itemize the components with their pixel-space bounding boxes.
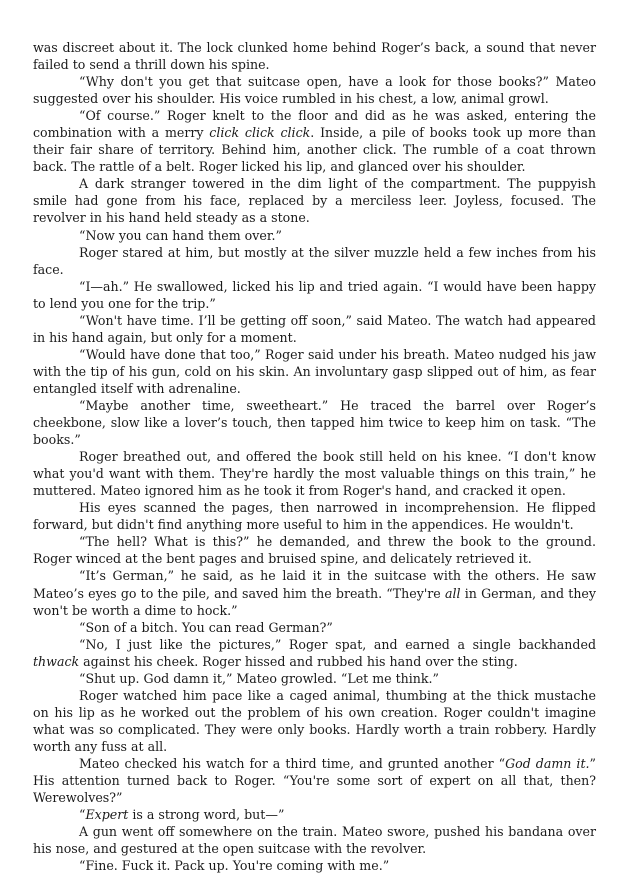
text-run: in German, and they won't be worth a dime to hock.” bbox=[33, 585, 596, 618]
paragraph bbox=[33, 533, 596, 567]
italic-text: click click click bbox=[209, 125, 311, 141]
paragraph bbox=[33, 107, 596, 175]
text-run: “No, I just like the pictures,” Roger spat, and earned a single backhanded bbox=[79, 636, 596, 652]
text-run: “Won't have time. I’ll be getting off soon,” said Mateo. The watch had appeared in his hand again, but only for a moment. bbox=[33, 312, 596, 345]
italic-text: thwack bbox=[33, 653, 80, 669]
text-run: “It’s German,” he said, as he laid it in the suitcase with the others. He saw Mateo’s eyes go to the pile, and saved him the breath. “They're bbox=[33, 568, 596, 601]
text-run: “The hell? What is this?” he demanded, and threw the book to the ground. Roger winced at the bent pages and bruised spine, and delicately retrieved it. bbox=[33, 534, 596, 567]
text-run: “I—ah.” He swallowed, licked his lip and tried again. “I would have been happy to lend you one for the trip.” bbox=[33, 278, 596, 311]
text-run: “Shut up. God damn it,” Mateo growled. “Let me think.” bbox=[79, 670, 439, 686]
text-run: “ bbox=[79, 807, 86, 823]
paragraph bbox=[33, 636, 596, 670]
paragraph bbox=[33, 567, 596, 618]
text-run: “Why don't you get that suitcase open, have a look for those books?” Mateo suggested over his shoulder. His voice rumbled in his chest, a low, animal growl. bbox=[33, 74, 596, 107]
text-run: against his cheek. Roger hissed and rubbed his hand over the sting. bbox=[79, 653, 518, 669]
text-run: “Of course.” Roger knelt to the floor and did as he was asked, entering the combination with a merry bbox=[33, 108, 596, 141]
paragraph bbox=[33, 397, 596, 448]
text-run: “Maybe another time, sweetheart.” He traced the barrel over Roger’s cheekbone, slow like a lover’s touch, then tapped him twice to keep him on task. “The books.” bbox=[33, 397, 596, 448]
text-run: . Inside, a pile of books took up more than their fair share of territory. Behind him, another click. The rumble of a coat thrown back. The rattle of a belt. Roger licked his lip, and glanced over his shoulder. bbox=[33, 125, 597, 175]
text-run: Roger watched him pace like a caged animal, thumbing at the thick mustache on his lip as he worked out the problem of his own creation. Roger couldn't imagine what was so complicated. They were only books. Hardly worth a train robbery. Hardly worth any fuss at all. bbox=[33, 687, 596, 754]
paragraph bbox=[33, 619, 596, 636]
paragraph bbox=[33, 823, 596, 857]
paragraph bbox=[33, 448, 596, 499]
text-run: “Son of a bitch. You can read German?” bbox=[79, 619, 333, 635]
text-run: Roger breathed out, and offered the book still held on his knee. “I don't know what you'd want with them. They're hardly the most valuable things on this train,” he muttered. Mateo ignored him as he took it from Roger's hand, and cracked it open. bbox=[33, 449, 596, 499]
paragraph bbox=[33, 670, 596, 687]
text-run: A dark stranger towered in the dim light of the compartment. The puppyish smile had gone from his face, replaced by a merciless leer. Joyless, focused. The revolver in his hand held steady as a stone. bbox=[33, 176, 596, 226]
paragraph bbox=[33, 278, 596, 312]
text-run: “Would have done that too,” Roger said under his breath. Mateo nudged his jaw with the tip of his gun, cold on his skin. An involuntary gasp slipped out of him, as fear entangled itself with adrenaline. bbox=[33, 346, 596, 396]
text-run: was discreet about it. The lock clunked home behind Roger’s back, a sound that never failed to send a thrill down his spine. bbox=[33, 40, 596, 73]
paragraph bbox=[33, 857, 596, 874]
text-run: His eyes scanned the pages, then narrowed in incomprehension. He flipped forward, but didn't find anything more useful to him in the appendices. He wouldn't. bbox=[33, 500, 596, 533]
text-run: is a strong word, but—” bbox=[128, 807, 285, 823]
paragraph bbox=[33, 346, 596, 397]
italic-text: all bbox=[444, 585, 461, 601]
italic-text: Expert bbox=[85, 807, 129, 823]
text-run: ” His attention turned back to Roger. “You're some sort of expert on all that, then? Werewolves?” bbox=[33, 755, 596, 806]
text-run: “Now you can hand them over.” bbox=[79, 227, 282, 243]
paragraph bbox=[33, 73, 596, 107]
paragraph bbox=[33, 499, 596, 533]
paragraph bbox=[33, 39, 596, 73]
text-run: “Fine. Fuck it. Pack up. You're coming with me.” bbox=[79, 858, 390, 874]
paragraph bbox=[33, 312, 596, 346]
paragraph bbox=[33, 687, 596, 755]
text-run: Mateo checked his watch for a third time, and grunted another “ bbox=[79, 755, 506, 771]
italic-text: God damn it. bbox=[505, 755, 590, 771]
paragraph bbox=[33, 227, 596, 244]
paragraph bbox=[33, 175, 596, 226]
text-run: Roger stared at him, but mostly at the silver muzzle held a few inches from his face. bbox=[33, 244, 596, 277]
paragraph bbox=[33, 806, 596, 823]
paragraph bbox=[33, 244, 596, 278]
text-run: A gun went off somewhere on the train. Mateo swore, pushed his bandana over his nose, and gestured at the open suitcase with the revolver. bbox=[33, 824, 596, 857]
paragraph bbox=[33, 755, 596, 806]
document-page bbox=[33, 39, 596, 874]
